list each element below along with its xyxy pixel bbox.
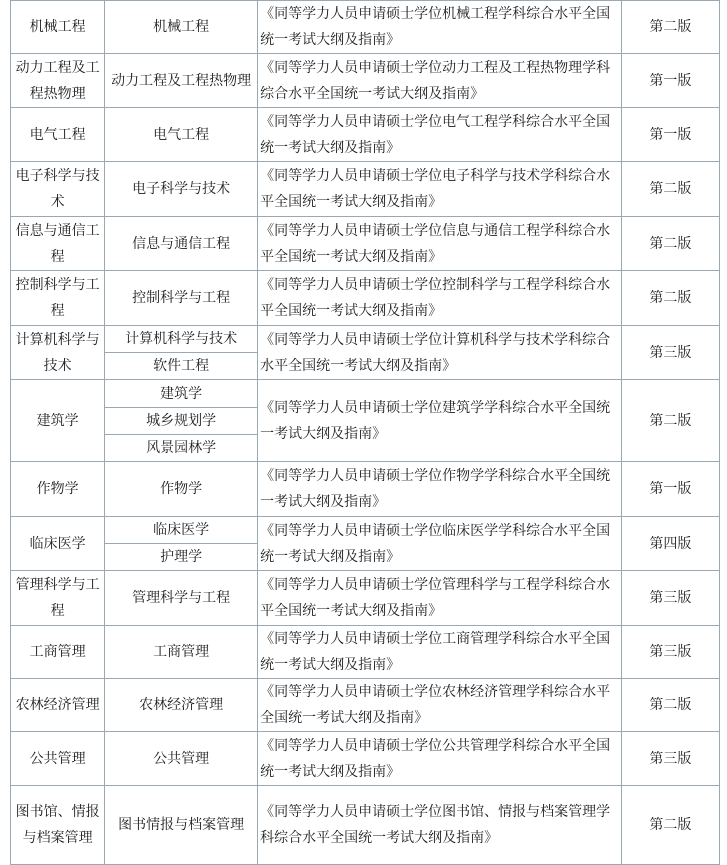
exam-outline-table-body (11, 1, 719, 864)
discipline-cell: 作物学 (11, 462, 104, 516)
exam-outline-table-container (10, 0, 720, 865)
table-row (11, 54, 719, 107)
table-row (11, 679, 719, 731)
outline-book-title-cell: 《同等学力人员申请硕士学位作物学学科综合水平全国统一考试大纲及指南》 (258, 462, 621, 516)
edition-cell: 第一版 (622, 462, 719, 516)
sub-discipline-cell: 建筑学 (105, 380, 257, 407)
sub-discipline-cell: 图书情报与档案管理 (105, 786, 257, 864)
outline-book-title-cell: 《同等学力人员申请硕士学位控制科学与工程学科综合水平全国统一考试大纲及指南》 (258, 271, 621, 325)
sub-discipline-cell: 公共管理 (105, 732, 257, 785)
exam-outline-table (10, 0, 720, 865)
discipline-cell: 公共管理 (11, 732, 104, 785)
outline-book-title-cell: 《同等学力人员申请硕士学位动力工程及工程热物理学科综合水平全国统一考试大纲及指南》 (258, 54, 621, 107)
outline-book-title-cell: 《同等学力人员申请硕士学位电气工程学科综合水平全国统一考试大纲及指南》 (258, 108, 621, 161)
edition-cell: 第二版 (622, 1, 719, 53)
sub-discipline-cell: 作物学 (105, 462, 257, 516)
sub-discipline-cell: 电子科学与技术 (105, 162, 257, 216)
outline-book-title-cell: 《同等学力人员申请硕士学位临床医学学科综合水平全国统一考试大纲及指南》 (258, 517, 621, 570)
outline-book-title-cell: 《同等学力人员申请硕士学位机械工程学科综合水平全国统一考试大纲及指南》 (258, 1, 621, 53)
table-row (11, 626, 719, 678)
discipline-cell: 临床医学 (11, 517, 104, 570)
sub-discipline-cell: 动力工程及工程热物理 (105, 54, 257, 107)
sub-discipline-cell: 控制科学与工程 (105, 271, 257, 325)
discipline-cell: 信息与通信工程 (11, 217, 104, 270)
discipline-cell: 电子科学与技术 (11, 162, 104, 216)
edition-cell: 第一版 (622, 54, 719, 107)
edition-cell: 第二版 (622, 679, 719, 731)
edition-cell: 第二版 (622, 380, 719, 461)
discipline-cell: 建筑学 (11, 380, 104, 461)
discipline-cell: 机械工程 (11, 1, 104, 53)
discipline-cell: 管理科学与工程 (11, 571, 104, 625)
sub-discipline-cell: 管理科学与工程 (105, 571, 257, 625)
discipline-cell: 动力工程及工程热物理 (11, 54, 104, 107)
edition-cell: 第二版 (622, 271, 719, 325)
discipline-cell: 电气工程 (11, 108, 104, 161)
table-row (11, 326, 719, 352)
table-row (11, 380, 719, 407)
table-row (11, 571, 719, 625)
edition-cell: 第三版 (622, 732, 719, 785)
outline-book-title-cell: 《同等学力人员申请硕士学位管理科学与工程学科综合水平全国统一考试大纲及指南》 (258, 571, 621, 625)
cut-off-text-line (10, 851, 720, 859)
sub-discipline-cell: 工商管理 (105, 626, 257, 678)
outline-book-title-cell: 《同等学力人员申请硕士学位农林经济管理学科综合水平全国统一考试大纲及指南》 (258, 679, 621, 731)
sub-discipline-cell: 护理学 (105, 544, 257, 570)
table-row (11, 462, 719, 516)
sub-discipline-cell: 机械工程 (105, 1, 257, 53)
outline-book-title-cell: 《同等学力人员申请硕士学位信息与通信工程学科综合水平全国统一考试大纲及指南》 (258, 217, 621, 270)
outline-book-title-cell: 《同等学力人员申请硕士学位计算机科学与技术学科综合水平全国统一考试大纲及指南》 (258, 326, 621, 379)
discipline-cell: 控制科学与工程 (11, 271, 104, 325)
discipline-cell: 工商管理 (11, 626, 104, 678)
table-row (11, 271, 719, 325)
discipline-cell: 计算机科学与技术 (11, 326, 104, 379)
sub-discipline-cell: 信息与通信工程 (105, 217, 257, 270)
sub-discipline-cell: 城乡规划学 (105, 408, 257, 434)
sub-discipline-cell: 计算机科学与技术 (105, 326, 257, 352)
table-row (11, 217, 719, 270)
edition-cell: 第二版 (622, 786, 719, 864)
edition-cell: 第三版 (622, 326, 719, 379)
edition-cell: 第三版 (622, 571, 719, 625)
edition-cell: 第二版 (622, 162, 719, 216)
sub-discipline-cell: 农林经济管理 (105, 679, 257, 731)
sub-discipline-cell: 电气工程 (105, 108, 257, 161)
table-row (11, 732, 719, 785)
edition-cell: 第一版 (622, 108, 719, 161)
sub-discipline-cell: 风景园林学 (105, 435, 257, 461)
table-row (11, 108, 719, 161)
sub-discipline-cell: 临床医学 (105, 517, 257, 543)
edition-cell: 第三版 (622, 626, 719, 678)
discipline-cell: 农林经济管理 (11, 679, 104, 731)
table-row (11, 517, 719, 543)
outline-book-title-cell: 《同等学力人员申请硕士学位工商管理学科综合水平全国统一考试大纲及指南》 (258, 626, 621, 678)
sub-discipline-cell: 软件工程 (105, 353, 257, 379)
outline-book-title-cell: 《同等学力人员申请硕士学位图书馆、情报与档案管理学科综合水平全国统一考试大纲及指南》 (258, 786, 621, 864)
outline-book-title-cell: 《同等学力人员申请硕士学位公共管理学科综合水平全国统一考试大纲及指南》 (258, 732, 621, 785)
table-row (11, 1, 719, 53)
edition-cell: 第二版 (622, 217, 719, 270)
edition-cell: 第四版 (622, 517, 719, 570)
discipline-cell: 图书馆、情报与档案管理 (11, 786, 104, 864)
outline-book-title-cell: 《同等学力人员申请硕士学位建筑学学科综合水平全国统一考试大纲及指南》 (258, 380, 621, 461)
outline-book-title-cell: 《同等学力人员申请硕士学位电子科学与技术学科综合水平全国统一考试大纲及指南》 (258, 162, 621, 216)
table-row (11, 162, 719, 216)
